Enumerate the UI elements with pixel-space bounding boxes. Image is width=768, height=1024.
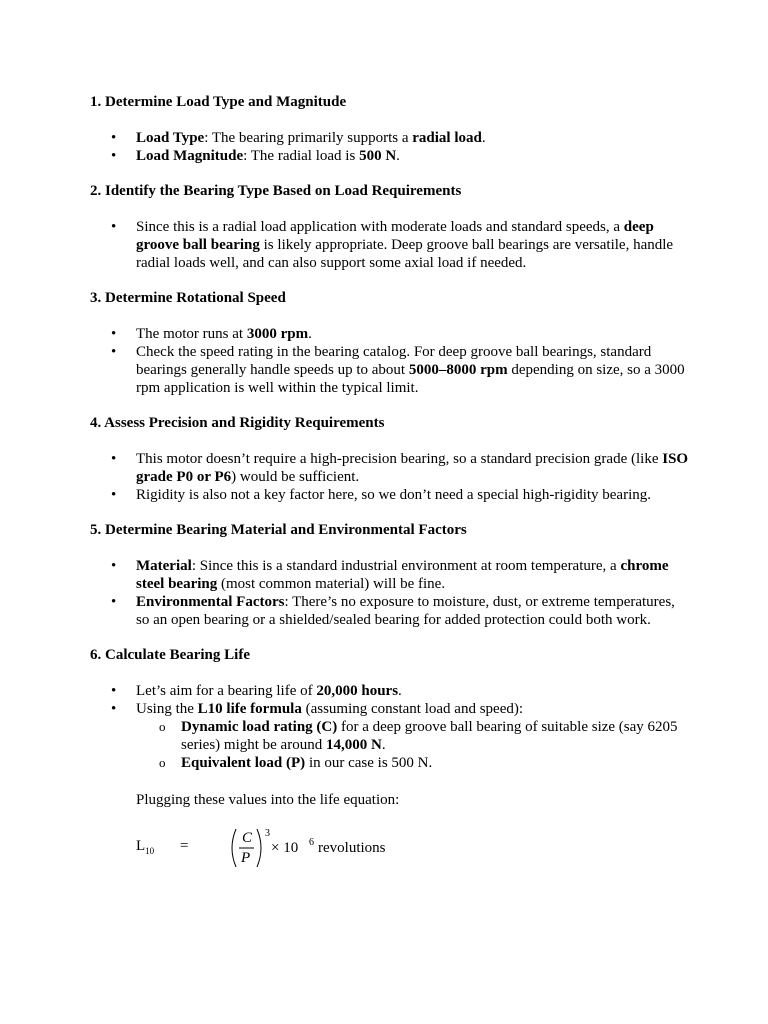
text-run: : Since this is a standard industrial environment at room temperature, a [191,558,621,574]
bullet-item [90,450,690,486]
left-paren [232,829,236,867]
bold-text: 500 N [359,148,397,164]
text-run: in our case is 500 N. [305,755,433,771]
bullet-list [90,218,690,272]
bold-text: Environmental Factors [136,594,285,610]
text-run: Let’s aim for a bearing life of [136,683,317,699]
bullet-list [90,450,690,504]
text-run: The motor runs at [136,326,247,342]
bullet-item [90,325,690,343]
bullet-list [90,557,690,629]
bold-text: Load Magnitude [136,148,244,164]
document-content [90,93,690,870]
bullet-item [90,147,690,165]
text-run: . [481,130,486,146]
text-run: . [396,148,400,164]
bold-text: 3000 rpm [246,326,309,342]
bold-text: ISO grade P0 or P6 [136,451,689,485]
bold-text: Load Type [136,130,205,146]
fraction-numerator: C [242,830,253,846]
life-equation [90,826,690,870]
text-run: is likely appropriate. Deep groove ball bearings are versatile, handle radial loads well, and can also support some axial load if needed. [136,237,674,271]
section-heading: 4. Assess Precision and Rigidity Requirements [90,415,385,431]
equation-lhs [136,838,154,856]
text-run: for a deep groove ball bearing of suitable size (say 6205 series) might be around [181,719,678,753]
times-ten: × 10 [271,840,299,856]
bold-text: chrome steel bearing [136,558,669,592]
equation-lhs-subscript: 10 [145,846,155,856]
bullet-item [90,682,690,700]
text-run: Since this is a radial load application with moderate loads and standard speeds, a [136,219,624,235]
bold-text: deep groove ball bearing [136,219,654,253]
bold-text: L10 life formula [197,701,302,717]
bold-text: Equivalent load (P) [181,755,306,771]
bold-text: Dynamic load rating (C) [181,719,338,735]
bullet-list [90,325,690,397]
bold-text: 14,000 N [325,737,382,753]
bold-text: 20,000 hours [316,683,399,699]
sub-bullet-item [136,718,690,754]
bold-text: radial load [412,130,482,146]
text-run: (most common material) will be fine. [217,576,446,592]
text-run: (assuming constant load and speed): [301,701,524,717]
bold-text: 5000–8000 rpm [408,362,508,378]
text-run: . [381,737,386,753]
equation-lhs-symbol: L [136,838,146,854]
sub-bullet-list [136,718,690,772]
unit-label: revolutions [318,840,386,856]
text-run: : The bearing primarily supports a [204,130,413,146]
fraction-denominator: P [241,850,251,866]
equals-sign: = [180,838,189,854]
text-run: . [398,683,402,699]
right-paren [257,829,261,867]
text-run: Rigidity is also not a key factor here, so we don’t need a special high-rigidity bearing. [136,487,652,503]
bullet-list [90,682,690,772]
section-heading: 2. Identify the Bearing Type Based on Load Requirements [90,183,462,199]
text-run: ) would be sufficient. [231,469,360,485]
section-heading: 1. Determine Load Type and Magnitude [90,94,347,110]
text-run: Check the speed rating in the bearing catalog. For deep groove ball bearings, standard bearings generally handle speeds up to about [136,344,652,378]
bullet-item [90,218,690,272]
bullet-item [90,486,690,504]
exponent: 3 [265,828,270,839]
bullet-item [90,700,690,772]
text-run: : There’s no exposure to moisture, dust, or extreme temperatures, so an open bearing or a shielded/sealed bearing for added protection could both work. [136,594,675,628]
plugging-text: Plugging these values into the life equation: [136,792,400,808]
sub-bullet-item [136,754,690,772]
section-heading: 3. Determine Rotational Speed [90,290,286,306]
bold-text: Material [136,558,192,574]
bullet-item [90,343,690,397]
equation-formula [228,826,388,870]
bullet-text [136,701,523,717]
text-run: This motor doesn’t require a high-precision bearing, so a standard precision grade (like [136,451,663,467]
text-run: depending on size, so a 3000 rpm application is well within the typical limit. [136,362,685,396]
section-heading: 6. Calculate Bearing Life [90,647,250,663]
bullet-item [90,129,690,147]
power-of-ten: 6 [309,837,314,848]
text-run: Using the [136,701,198,717]
text-run: : The radial load is [243,148,360,164]
section-heading: 5. Determine Bearing Material and Environmental Factors [90,522,467,538]
bullet-item [90,557,690,593]
bullet-list [90,129,690,165]
text-run: . [308,326,312,342]
bullet-item [90,593,690,629]
